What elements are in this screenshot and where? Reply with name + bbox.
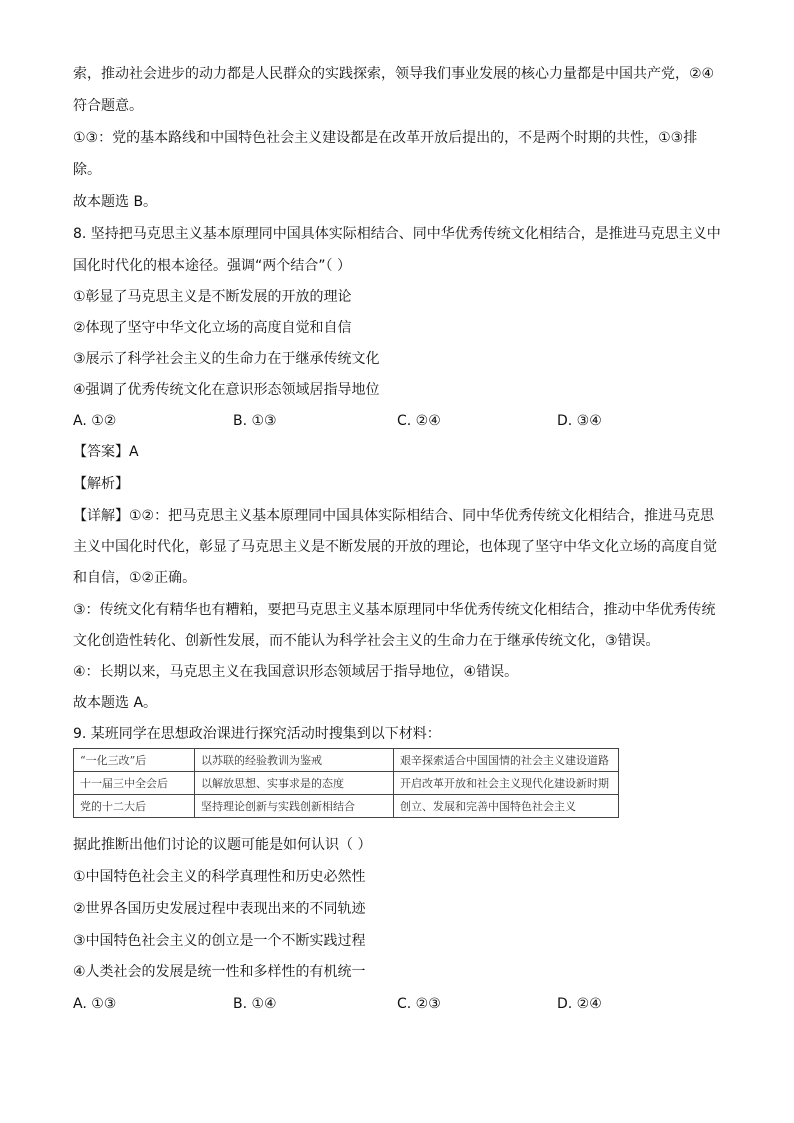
text-line: 索，推动社会进步的动力都是人民群众的实践探索，领导我们事业发展的核心力量都是中国共产党，②④ bbox=[73, 66, 715, 82]
q8-option-b: B. ①③ bbox=[233, 413, 277, 429]
material-table bbox=[73, 748, 619, 818]
q9-option-a: A. ①③ bbox=[73, 996, 117, 1012]
explanation-line: 主义中国化时代化，彰显了马克思主义是不断发展的开放的理论，也体现了坚守中华文化立场的高度自觉 bbox=[73, 539, 717, 555]
table-cell: 艰辛探索适合中国国情的社会主义建设道路 bbox=[394, 749, 619, 772]
table-row bbox=[74, 772, 619, 795]
table-cell: 开启改革开放和社会主义现代化建设新时期 bbox=[394, 772, 619, 795]
explanation-line: 和自信，①②正确。 bbox=[73, 570, 197, 586]
question-8-stem: 8. 坚持把马克思主义基本原理同中国具体实际相结合、同中华优秀传统文化相结合，是推进马克思主义中 bbox=[73, 226, 721, 242]
table-cell: “一化三改”后 bbox=[74, 749, 195, 772]
q8-option-d: D. ③④ bbox=[557, 413, 602, 429]
explanation-line: 文化创造性转化、创新性发展，而不能认为科学社会主义的生命力在于继承传统文化，③错误。 bbox=[73, 633, 660, 649]
explanation-line: ④：长期以来，马克思主义在我国意识形态领域居于指导地位，④错误。 bbox=[73, 664, 519, 680]
statement-1: ①中国特色社会主义的科学真理性和历史必然性 bbox=[73, 869, 366, 885]
text-line: 除。 bbox=[73, 162, 101, 178]
table-cell: 十一届三中全会后 bbox=[74, 772, 195, 795]
table-cell: 创立、发展和完善中国特色社会主义 bbox=[394, 795, 619, 818]
table-row bbox=[74, 749, 619, 772]
q9-option-b: B. ①④ bbox=[233, 996, 277, 1012]
q9-option-c: C. ②③ bbox=[397, 996, 441, 1012]
question-9-stem: 据此推断出他们讨论的议题可能是如何认识（ ） bbox=[73, 837, 372, 853]
q8-option-a: A. ①② bbox=[73, 413, 117, 429]
table-cell: 坚持理论创新与实践创新相结合 bbox=[195, 795, 394, 818]
statement-4: ④强调了优秀传统文化在意识形态领域居指导地位 bbox=[73, 382, 380, 398]
text-line: 符合题意。 bbox=[73, 98, 143, 114]
statement-2: ②体现了坚守中华文化立场的高度自觉和自信 bbox=[73, 320, 352, 336]
q8-option-c: C. ②④ bbox=[397, 413, 441, 429]
statement-2: ②世界各国历史发展过程中表现出来的不同轨迹 bbox=[73, 901, 366, 917]
question-9-stem: 9. 某班同学在思想政治课进行探究活动时搜集到以下材料： bbox=[73, 726, 441, 742]
statement-4: ④人类社会的发展是统一性和多样性的有机统一 bbox=[73, 964, 366, 980]
question-8-stem: 国化时代化的根本途径。强调“两个结合”（ ） bbox=[73, 258, 351, 274]
q9-option-d: D. ②④ bbox=[557, 996, 602, 1012]
explanation-line: 故本题选 A。 bbox=[73, 695, 158, 711]
text-line: 故本题选 B。 bbox=[73, 194, 158, 210]
table-cell: 以解放思想、实事求是的态度 bbox=[195, 772, 394, 795]
statement-1: ①彰显了马克思主义是不断发展的开放的理论 bbox=[73, 289, 352, 305]
explanation-line: 【详解】①②：把马克思主义基本原理同中国具体实际相结合、同中华优秀传统文化相结合，推进马克思 bbox=[73, 508, 715, 524]
statement-3: ③中国特色社会主义的创立是一个不断实践过程 bbox=[73, 933, 366, 949]
explanation-line: ③：传统文化有精华也有糟粕，要把马克思主义基本原理同中华优秀传统文化相结合，推动中华优秀传统 bbox=[73, 602, 716, 618]
table-row bbox=[74, 795, 619, 818]
statement-3: ③展示了科学社会主义的生命力在于继承传统文化 bbox=[73, 351, 380, 367]
table-cell: 党的十二大后 bbox=[74, 795, 195, 818]
answer-label: 【答案】A bbox=[73, 444, 139, 460]
analysis-label: 【解析】 bbox=[73, 476, 129, 492]
text-line: ①③：党的基本路线和中国特色社会主义建设都是在改革开放后提出的，不是两个时期的共性，①③排 bbox=[73, 130, 698, 146]
table-cell: 以苏联的经验教训为鉴戒 bbox=[195, 749, 394, 772]
